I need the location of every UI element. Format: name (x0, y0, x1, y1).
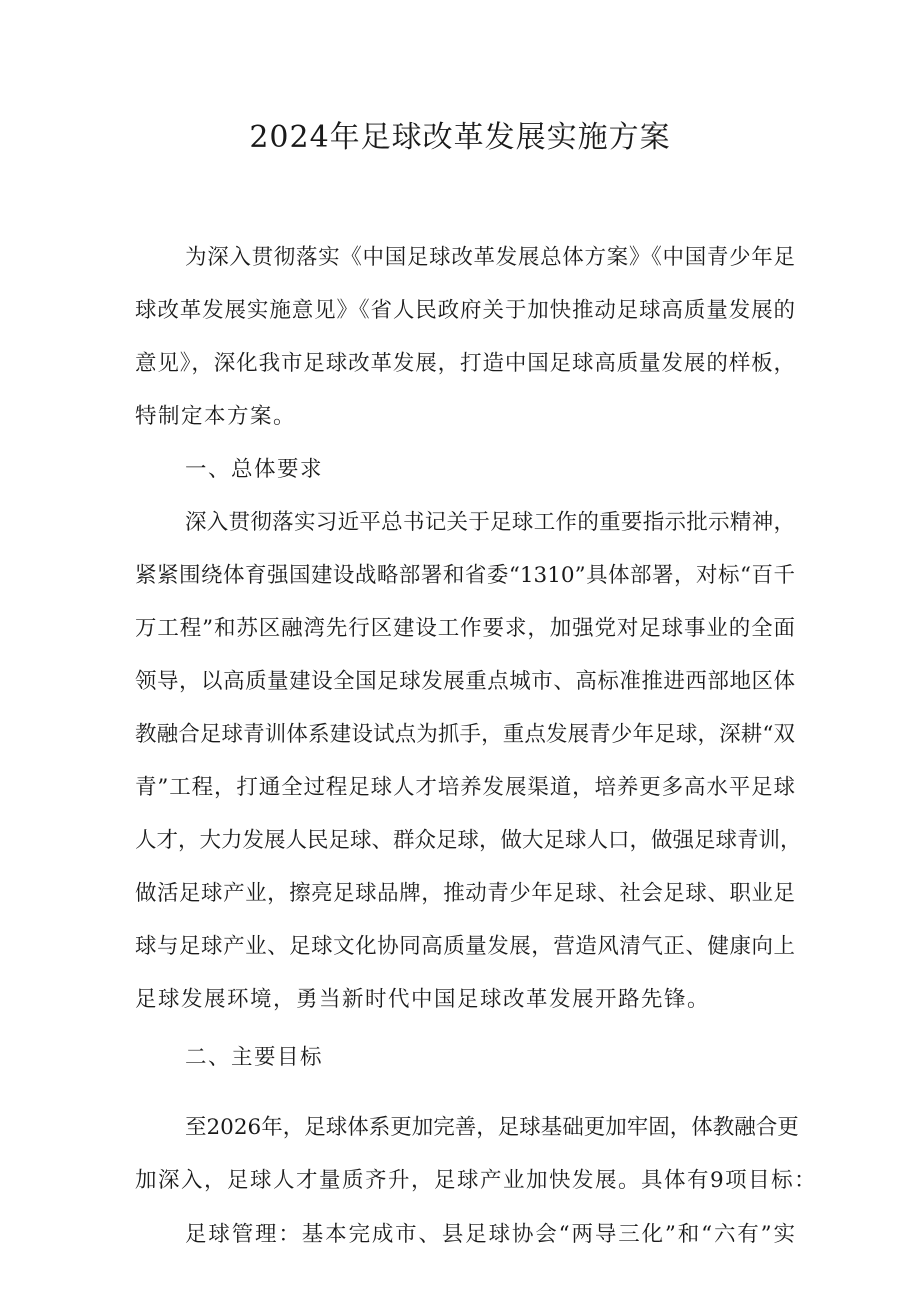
paragraph-line: 球与足球产业、足球文化协同高质量发展，营造风清气正、健康向上 (135, 934, 795, 959)
paragraph-line: 球改革发展实施意见》《省人民政府关于加快推动足球高质量发展的 (135, 298, 795, 323)
paragraph-line: 做活足球产业，擦亮足球品牌，推动青少年足球、社会足球、职业足 (135, 881, 795, 906)
paragraph-line: 青”工程，打通全过程足球人才培养发展渠道，培养更多高水平足球 (135, 775, 795, 800)
paragraph-line: 足球发展环境，勇当新时代中国足球改革发展开路先锋。 (135, 987, 711, 1012)
paragraph-line: 紧紧围绕体育强国建设战略部署和省委“1310”具体部署，对标“百千 (135, 563, 795, 588)
paragraph-line: 教融合足球青训体系建设试点为抓手，重点发展青少年足球，深耕“双 (135, 722, 795, 747)
paragraph-line: 人才，大力发展人民足球、群众足球，做大足球人口，做强足球青训， (135, 828, 802, 853)
paragraph-line: 领导，以高质量建设全国足球发展重点城市、高标准推进西部地区体 (135, 669, 795, 694)
paragraph-line: 足球管理：基本完成市、县足球协会“两导三化”和“六有”实 (185, 1222, 795, 1247)
paragraph-line: 意见》，深化我市足球改革发展，打造中国足球高质量发展的样板， (135, 351, 795, 376)
paragraph-line: 万工程”和苏区融湾先行区建设工作要求，加强党对足球事业的全面 (135, 616, 795, 641)
paragraph-line: 深入贯彻落实习近平总书记关于足球工作的重要指示批示精神， (185, 510, 795, 535)
paragraph-line: 加深入，足球人才量质齐升，足球产业加快发展。具体有9项目标： (135, 1168, 818, 1193)
document-title: 2024年足球改革发展实施方案 (249, 120, 671, 155)
paragraph-line: 特制定本方案。 (135, 404, 297, 429)
paragraph-line: 为深入贯彻落实《中国足球改革发展总体方案》《中国青少年足 (185, 245, 795, 270)
section-heading: 二、主要目标 (185, 1045, 324, 1070)
section-heading: 一、总体要求 (185, 457, 324, 482)
paragraph-line: 至2026年，足球体系更加完善，足球基础更加牢固，体教融合更 (185, 1115, 799, 1140)
